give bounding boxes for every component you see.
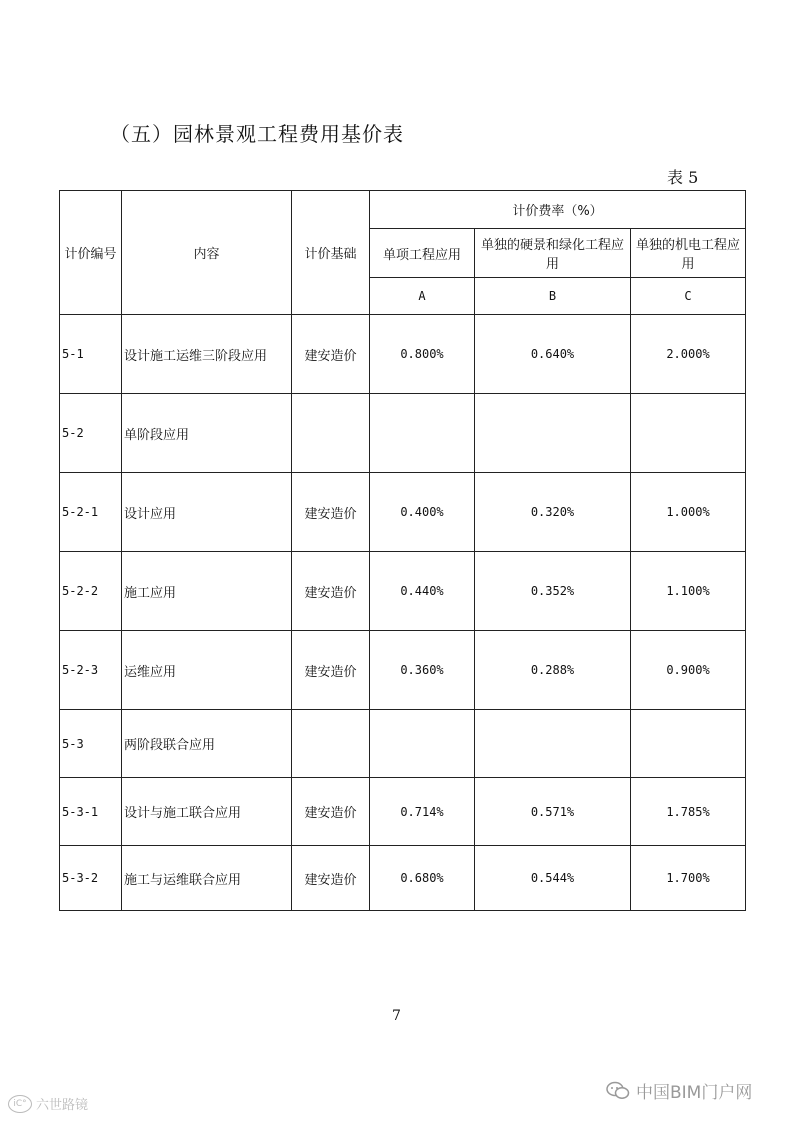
row-rate-a: 0.800% <box>370 315 475 394</box>
row-content: 施工应用 <box>122 552 292 631</box>
row-rate-c: 1.100% <box>631 552 746 631</box>
row-rate-c: 2.000% <box>631 315 746 394</box>
row-code: 5-3-1 <box>60 778 122 846</box>
header-code: 计价编号 <box>60 191 122 315</box>
table-row <box>60 631 746 710</box>
row-rate-a: 0.680% <box>370 846 475 911</box>
row-content: 设计与施工联合应用 <box>122 778 292 846</box>
watermark-left <box>8 1094 88 1113</box>
row-basis: 建安造价 <box>292 473 370 552</box>
page-title: （五）园林景观工程费用基价表 <box>110 122 404 146</box>
header-content: 内容 <box>122 191 292 315</box>
row-code: 5-3 <box>60 710 122 778</box>
row-rate-a <box>370 394 475 473</box>
header-letter-a: A <box>370 278 475 315</box>
row-rate-c <box>631 710 746 778</box>
row-code: 5-2-3 <box>60 631 122 710</box>
row-rate-b: 0.571% <box>475 778 631 846</box>
table-row <box>60 315 746 394</box>
row-basis: 建安造价 <box>292 778 370 846</box>
row-rate-a: 0.714% <box>370 778 475 846</box>
row-rate-b: 0.640% <box>475 315 631 394</box>
row-content: 单阶段应用 <box>122 394 292 473</box>
row-basis: 建安造价 <box>292 552 370 631</box>
price-table <box>59 190 746 911</box>
wechat-bubble-icon <box>606 1081 630 1101</box>
row-rate-c: 0.900% <box>631 631 746 710</box>
header-basis: 计价基础 <box>292 191 370 315</box>
row-basis: 建安造价 <box>292 315 370 394</box>
row-code: 5-3-2 <box>60 846 122 911</box>
row-basis: 建安造价 <box>292 631 370 710</box>
row-rate-a <box>370 710 475 778</box>
row-rate-b: 0.320% <box>475 473 631 552</box>
table-row <box>60 394 746 473</box>
row-rate-b: 0.288% <box>475 631 631 710</box>
row-rate-c: 1.785% <box>631 778 746 846</box>
row-basis: 建安造价 <box>292 846 370 911</box>
row-code: 5-2-1 <box>60 473 122 552</box>
row-basis <box>292 394 370 473</box>
header-letter-c: C <box>631 278 746 315</box>
row-rate-b: 0.352% <box>475 552 631 631</box>
row-content: 运维应用 <box>122 631 292 710</box>
row-code: 5-2 <box>60 394 122 473</box>
header-rate-group: 计价费率（%） <box>370 191 746 229</box>
header-col-b: 单独的硬景和绿化工程应用 <box>475 229 631 278</box>
watermark-logo-icon: iC° <box>8 1095 32 1113</box>
page-number: 7 <box>392 1008 401 1024</box>
watermark-left-text: 六世路镜 <box>36 1098 89 1113</box>
row-content: 设计应用 <box>122 473 292 552</box>
table-row <box>60 778 746 846</box>
table-row <box>60 710 746 778</box>
row-basis <box>292 710 370 778</box>
row-code: 5-1 <box>60 315 122 394</box>
row-rate-c <box>631 394 746 473</box>
header-col-a: 单项工程应用 <box>370 229 475 278</box>
table-row <box>60 846 746 911</box>
table-number: 表 5 <box>667 168 699 187</box>
row-rate-a: 0.360% <box>370 631 475 710</box>
watermark-right-text: 中国BIM门户网 <box>636 1083 753 1103</box>
row-rate-b: 0.544% <box>475 846 631 911</box>
header-col-c: 单独的机电工程应用 <box>631 229 746 278</box>
watermark-right <box>606 1078 752 1103</box>
row-content: 设计施工运维三阶段应用 <box>122 315 292 394</box>
row-content: 施工与运维联合应用 <box>122 846 292 911</box>
row-rate-b <box>475 394 631 473</box>
row-rate-c: 1.700% <box>631 846 746 911</box>
header-letter-b: B <box>475 278 631 315</box>
table-row <box>60 473 746 552</box>
row-code: 5-2-2 <box>60 552 122 631</box>
row-rate-b <box>475 710 631 778</box>
row-rate-a: 0.400% <box>370 473 475 552</box>
row-rate-a: 0.440% <box>370 552 475 631</box>
row-rate-c: 1.000% <box>631 473 746 552</box>
table-row <box>60 552 746 631</box>
row-content: 两阶段联合应用 <box>122 710 292 778</box>
